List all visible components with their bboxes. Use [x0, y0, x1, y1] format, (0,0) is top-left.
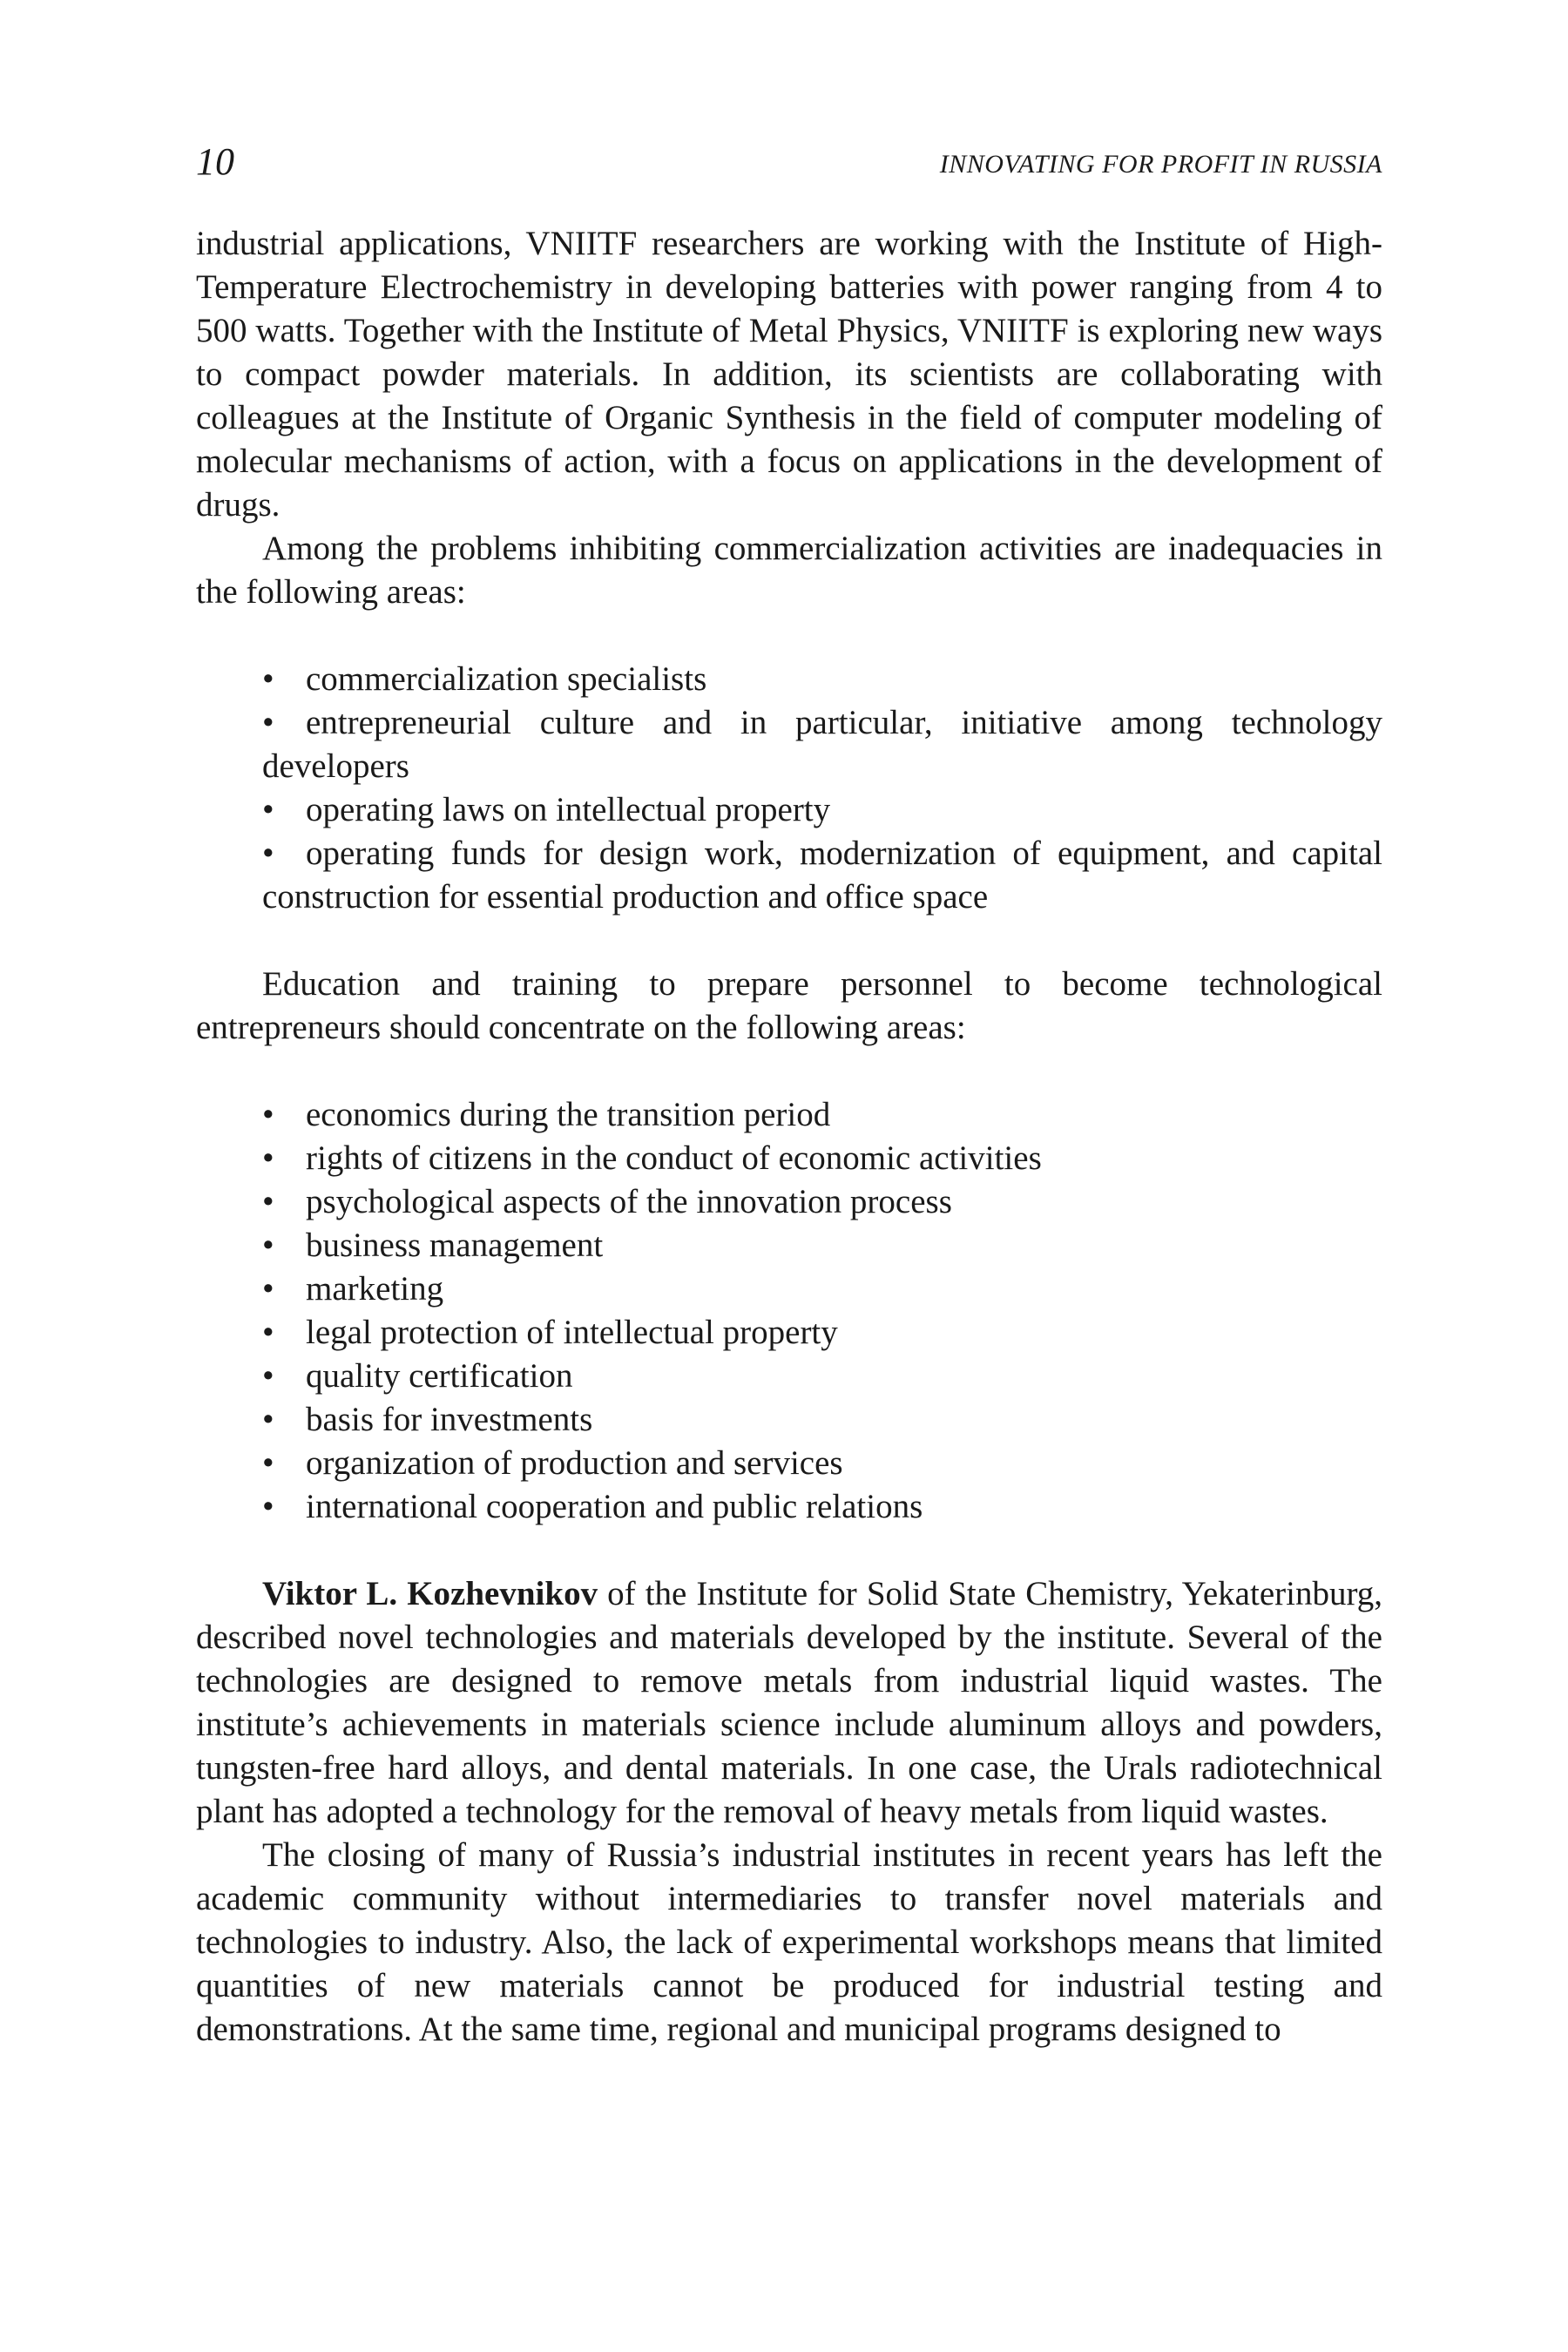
spacer [196, 919, 1382, 963]
paragraph-institutes: The closing of many of Russia’s industrial institutes in recent years has left the academic community without intermediaries to transfer novel materials and technologies to industry. Also, the lack of experimental workshops means that limited quantities of new materials cannot be produced for industrial testing and demonstrations. At the same time, regional and municipal programs designed to [196, 1836, 1382, 2048]
page-number: 10 [196, 140, 234, 183]
list-item: • psychological aspects of the innovation process [262, 1183, 952, 1220]
paragraph-problems-intro: Among the problems inhibiting commercialization activities are inadequacies in the following areas: [196, 530, 1382, 611]
list-item: • operating laws on intellectual property [262, 791, 831, 828]
paragraph-vniitf: industrial applications, VNIITF researchers are working with the Institute of High-Temperature Electrochemistry in developing batteries with power ranging from 4 to 500 watts. Together with the Institute of Metal Physics, VNIITF is exploring new ways to compact powder materials. In addition, its scientists are collaborating with colleagues at the Institute of Organic Synthesis in the field of computer modeling of molecular mechanisms of action, with a focus on applications in the development of drugs. [196, 225, 1382, 524]
spacer [196, 1050, 1382, 1093]
body-text [196, 222, 1382, 2051]
running-head: INNOVATING FOR PROFIT IN RUSSIA [939, 150, 1382, 179]
list-item: • legal protection of intellectual property [262, 1314, 838, 1351]
list-item: • business management [262, 1227, 604, 1264]
training-areas-list [196, 1093, 1382, 1529]
speaker-name: Viktor L. Kozhevnikov [262, 1575, 598, 1612]
paragraph-training-intro: Education and training to prepare personnel to become technological entrepreneurs should concentrate on the following areas: [196, 965, 1382, 1046]
list-item: • entrepreneurial culture and in particular, initiative among technology developers [262, 704, 1382, 785]
spacer [196, 614, 1382, 658]
list-item: • basis for investments [262, 1401, 593, 1438]
spacer [196, 1529, 1382, 1572]
problems-list [196, 658, 1382, 919]
list-item: • commercialization specialists [262, 660, 707, 698]
list-item: • quality certification [262, 1357, 573, 1395]
page-header [196, 139, 1382, 192]
list-item: • marketing [262, 1270, 444, 1308]
list-item: • organization of production and services [262, 1444, 843, 1482]
list-item: • operating funds for design work, modernization of equipment, and capital construction for essential production and office space [262, 835, 1382, 916]
paragraph-kozhevnikov: Viktor L. Kozhevnikov of the Institute for Solid State Chemistry, Yekaterinburg, described novel technologies and materials developed by the institute. Several of the technologies are designed to remove metals from industrial liquid wastes. The institute’s achievements in materials science include aluminum alloys and powders, tungsten-free hard alloys, and dental materials. In one case, the Urals radiotechnical plant has adopted a technology for the removal of heavy metals from liquid wastes. [196, 1575, 1382, 1830]
list-item: • international cooperation and public relations [262, 1488, 923, 1525]
list-item: • economics during the transition period [262, 1096, 831, 1133]
list-item: • rights of citizens in the conduct of economic activities [262, 1139, 1042, 1177]
